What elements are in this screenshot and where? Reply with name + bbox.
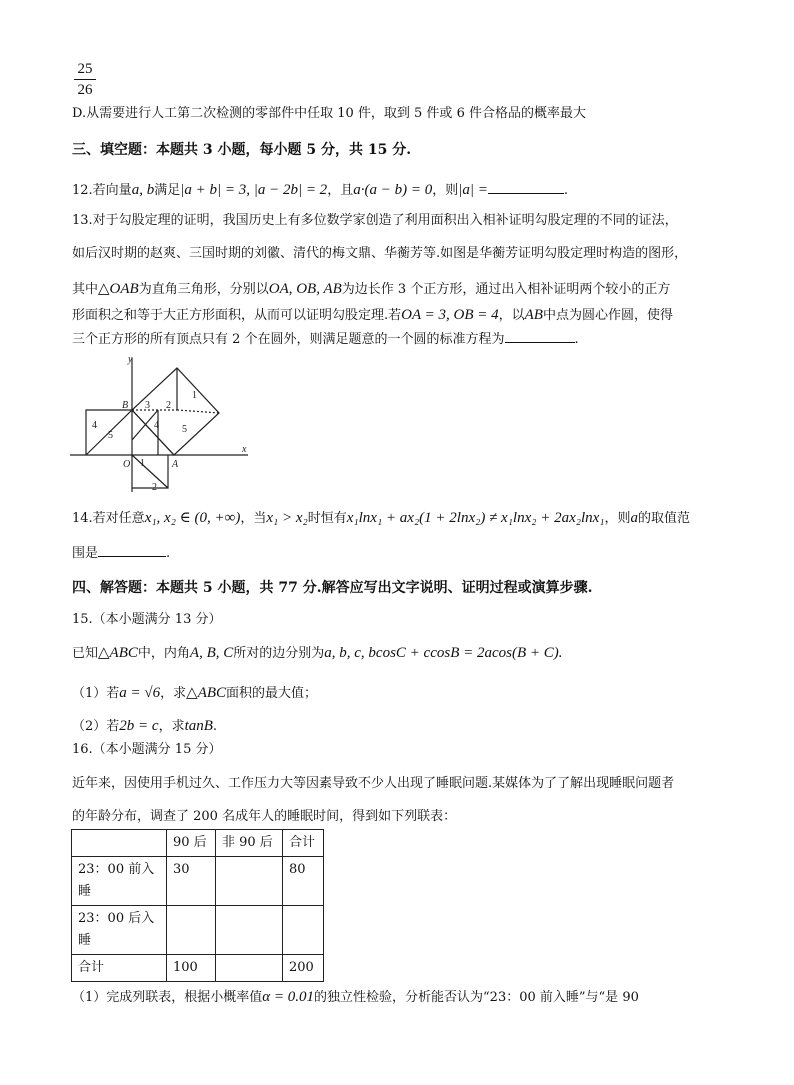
q12-ask: |a| =	[458, 182, 488, 198]
q15-condition: a, b, c, bcosC + ccosB = 2acos(B + C).	[324, 645, 563, 661]
q14-line2-text: 围是	[72, 546, 99, 561]
q13-line1: 13.对于勾股定理的证明，我国历史上有多位数学家创造了利用面积出入相补证明勾股定理的不同的证法，	[72, 213, 678, 228]
fraction-denominator: 26	[77, 82, 93, 98]
q12-prefix: 12.若向量	[72, 183, 132, 198]
q15-stem	[72, 643, 563, 664]
table-cell: 200	[283, 955, 324, 982]
q14-e: 时恒有	[307, 511, 347, 526]
option-d: D.从需要进行人工第二次检测的零部件中任取 10 件，取到 5 件或 6 件合格品的概率最大	[72, 106, 586, 121]
q15-stem-e: 所对的边分别为	[233, 646, 325, 661]
table-cell: 30	[167, 857, 216, 906]
q12-mid2: ，且	[327, 183, 354, 198]
q12-answer-blank[interactable]	[488, 181, 564, 194]
region-label-4-left: 4	[92, 420, 97, 431]
table-cell: 23：00 前入睡	[72, 857, 167, 906]
fraction-25-26	[74, 60, 96, 99]
q15-triangle: △ABC	[98, 645, 138, 661]
pythagoras-figure	[70, 350, 255, 495]
region-label-2: 2	[152, 482, 157, 493]
q13-line5-text: 三个正方形的所有顶点只有 2 个在圆外，则满足题意的一个圆的标准方程为	[72, 332, 505, 347]
q14-order: x₁ > x₂	[266, 510, 308, 526]
fraction-numerator: 25	[77, 61, 93, 77]
point-b-label: B	[122, 400, 129, 411]
region-label-2-top: 2	[166, 400, 171, 411]
q13-line3-a: 其中	[72, 282, 99, 297]
q15-p2-a: （2）若	[72, 719, 120, 734]
q14-inequality: x₁lnx₁ + ax₂(1 + 2lnx₂) ≠ x₁lnx₂ + 2ax₂lnx₁	[346, 510, 605, 526]
q16-part1	[72, 987, 639, 1008]
table-header-cell: 90 后	[167, 830, 216, 857]
q13-triangle: △OAB	[98, 281, 139, 297]
q13-line4-c: ，以	[498, 308, 525, 323]
q15-p1-condition: a = √6	[119, 685, 161, 701]
fraction-bar	[74, 79, 96, 80]
q15-p1-c: ，求	[160, 686, 187, 701]
section3-heading: 三、填空题：本题共 3 小题，每小题 5 分，共 15 分.	[72, 142, 412, 158]
table-header-cell: 合计	[283, 830, 324, 857]
q12-cond1: |a + b| = 3, |a − 2b| = 2	[180, 182, 328, 198]
q15-stem-c: 中，内角	[137, 646, 190, 661]
q13-line5	[72, 330, 579, 350]
table-cell[interactable]	[167, 906, 216, 955]
table-cell: 80	[283, 857, 324, 906]
square-oa-diagonal	[132, 455, 168, 488]
q15-p2-condition: 2b = c	[119, 718, 159, 734]
q15-angles: A, B, C	[189, 645, 234, 661]
table-cell: 合计	[72, 955, 167, 982]
q15-part1	[72, 683, 317, 704]
table-row	[72, 857, 324, 906]
q15-p1-a: （1）若	[72, 686, 120, 701]
origin-label: O	[123, 459, 131, 470]
q13-line4-e: 中点为圆心作圆，使得	[542, 308, 673, 323]
region-label-4-mid: 4	[154, 420, 159, 431]
q15-title: 15.（本小题满分 13 分）	[72, 612, 222, 627]
q14-g: ，则	[604, 511, 631, 526]
table-cell: 100	[167, 955, 216, 982]
dotted-line-2	[177, 410, 219, 413]
table-cell[interactable]	[216, 955, 283, 982]
q14-line1	[72, 508, 690, 529]
table-row	[72, 906, 324, 955]
q16-title: 16.（本小题满分 15 分）	[72, 742, 222, 757]
q14-line2	[72, 544, 170, 564]
q14-line2-end: .	[166, 546, 171, 561]
q16-alpha: α = 0.01	[262, 989, 315, 1005]
table-cell[interactable]	[216, 857, 283, 906]
q16-p1-a: （1）完成列联表，根据小概率值	[72, 990, 263, 1005]
q16-line1: 近年来，因使用手机过久、工作压力大等因素导致不少人出现了睡眠问题.某媒体为了了解出现睡眠问题者	[72, 776, 675, 791]
region-label-1-bottom: 1	[140, 458, 145, 469]
q13-segments: OA, OB, AB	[268, 281, 342, 297]
table-row	[72, 955, 324, 982]
q13-answer-blank[interactable]	[505, 330, 575, 343]
q13-line2: 如后汉时期的赵爽、三国时期的刘徽、清代的梅文鼎、华蘅芳等.如图是华蘅芳证明勾股定理时构造的图形，	[72, 246, 688, 261]
y-label: y	[128, 354, 133, 365]
q16-line2: 的年龄分布，调查了 200 名成年人的睡眠时间，得到如下列联表：	[72, 809, 457, 824]
q15-p2-e: .	[212, 719, 218, 734]
q13-line3-c: 为直角三角形，分别以	[138, 282, 269, 297]
q13-line4-a: 形面积之和等于大正方形面积，从而可以证明勾股定理.若	[72, 308, 402, 323]
q13-given-lengths: OA = 3, OB = 4	[401, 307, 499, 323]
q14-param: a	[630, 510, 639, 526]
q15-p2-target: tanB	[184, 718, 213, 734]
q14-i: 的取值范	[638, 511, 691, 526]
region-label-1-top: 1	[192, 390, 197, 401]
q12-cond2: a·(a − b) = 0	[353, 182, 433, 198]
q12-mid3: ，则	[432, 183, 459, 198]
q13-line4	[72, 305, 673, 326]
q12-mid: 满足	[154, 183, 181, 198]
contingency-table	[71, 829, 324, 982]
table-cell[interactable]	[216, 906, 283, 955]
q12-vectors: a, b	[131, 182, 155, 198]
q13-ab: AB	[524, 307, 543, 323]
q16-p1-c: 的独立性检验，分析能否认为“23：00 前入睡”与“是 90	[314, 990, 639, 1005]
q14-c: ，当	[240, 511, 267, 526]
point-a-label: A	[172, 459, 179, 470]
region-label-3: 3	[145, 400, 150, 411]
region-label-5-left: 5	[108, 430, 113, 441]
table-cell[interactable]	[283, 906, 324, 955]
table-header-cell: 非 90 后	[216, 830, 283, 857]
section4-heading: 四、解答题：本题共 5 小题，共 77 分.解答应写出文字说明、证明过程或演算步骤.	[72, 580, 593, 596]
x-label: x	[242, 444, 247, 455]
q13-line5-end: .	[574, 332, 579, 347]
table-cell: 23：00 后入睡	[72, 906, 167, 955]
q15-stem-a: 已知	[72, 646, 99, 661]
q15-p2-c: ，求	[158, 719, 185, 734]
q13-line3-e: 为边长作 3 个正方形，通过出入相补证明两个较小的正方	[341, 282, 671, 297]
q15-part2	[72, 716, 217, 737]
region-label-5-mid: 5	[182, 424, 187, 435]
table-header-cell	[72, 830, 167, 857]
q15-p1-triangle: △ABC	[186, 685, 227, 701]
q14-answer-blank[interactable]	[98, 544, 166, 557]
q13-line3	[72, 279, 670, 300]
table-header-row	[72, 830, 324, 857]
q12-end: .	[563, 183, 568, 198]
q15-p1-e: 面积的最大值；	[226, 686, 318, 701]
q14-domain: x₁, x₂ ∈ (0, +∞)	[144, 510, 241, 526]
q14-a: 14.若对任意	[72, 511, 145, 526]
question-12	[72, 180, 568, 201]
